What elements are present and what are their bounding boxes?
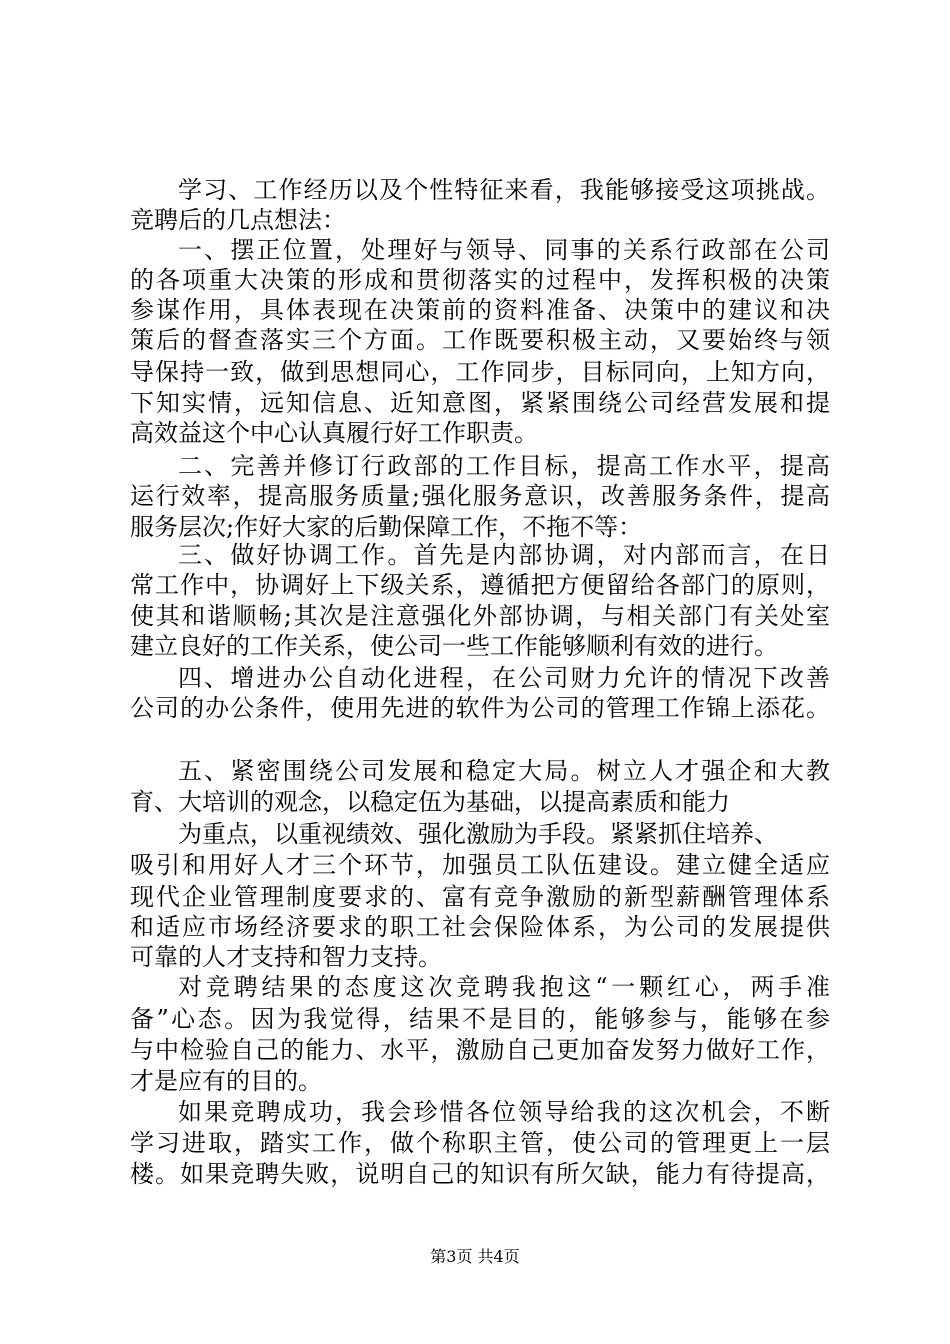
text-line: 五、紧密围绕公司发展和稳定大局。树立人才强企和大教 bbox=[178, 757, 830, 785]
text-line: 学习、工作经历以及个性特征来看，我能够接受这项挑战。 bbox=[178, 176, 830, 204]
text-line: 可靠的人才支持和智力支持。 bbox=[130, 943, 442, 971]
text-line: 公司的办公条件，使用先进的软件为公司的管理工作锦上添花。 bbox=[130, 694, 830, 722]
text-line: 高效益这个中心认真履行好工作职责。 bbox=[130, 419, 538, 447]
text-line: 导保持一致，做到思想同心，工作同步，目标同向，上知方向， bbox=[130, 358, 830, 386]
text-line: 三、做好协调工作。首先是内部协调，对内部而言，在日 bbox=[178, 541, 830, 569]
text-line: 如果竞聘成功，我会珍惜各位领导给我的这次机会，不断 bbox=[178, 1098, 830, 1126]
text-line: 才是应有的目的。 bbox=[130, 1067, 322, 1095]
text-line: 育、大培训的观念，以稳定伍为基础，以提高素质和能力 bbox=[130, 788, 730, 816]
text-line: 常工作中，协调好上下级关系，遵循把方便留给各部门的原则， bbox=[130, 571, 830, 599]
text-line: 与中检验自己的能力、水平，激励自己更加奋发努力做好工作， bbox=[130, 1036, 830, 1064]
text-line: 二、完善并修订行政部的工作目标，提高工作水平，提高 bbox=[178, 452, 830, 480]
text-line: 学习进取，踏实工作，做个称职主管，使公司的管理更上一层 bbox=[130, 1129, 830, 1157]
text-line: 使其和谐顺畅;其次是注意强化外部协调，与相关部门有关处室 bbox=[130, 602, 830, 630]
text-line: 为重点，以重视绩效、强化激励为手段。紧紧抓住培养、 bbox=[178, 820, 778, 848]
text-line: 建立良好的工作关系，使公司一些工作能够顺利有效的进行。 bbox=[130, 632, 778, 660]
text-line: 对竞聘结果的态度这次竞聘我抱这“一颗红心，两手准 bbox=[178, 973, 830, 1001]
text-line: 和适应市场经济要求的职工社会保险体系，为公司的发展提供 bbox=[130, 913, 830, 941]
text-line: 运行效率，提高服务质量;强化服务意识，改善服务条件，提高 bbox=[130, 482, 830, 510]
text-line: 一、摆正位置，处理好与领导、同事的关系行政部在公司 bbox=[178, 236, 830, 264]
text-line: 四、增进办公自动化进程，在公司财力允许的情况下改善 bbox=[178, 664, 830, 692]
text-line: 现代企业管理制度要求的、富有竞争激励的新型薪酬管理体系 bbox=[130, 883, 830, 911]
text-line: 楼。如果竞聘失败，说明自己的知识有所欠缺，能力有待提高， bbox=[130, 1160, 830, 1188]
text-line: 吸引和用好人才三个环节，加强员工队伍建设。建立健全适应 bbox=[130, 851, 830, 879]
text-line: 竞聘后的几点想法： bbox=[130, 206, 346, 234]
text-line: 策后的督查落实三个方面。工作既要积极主动，又要始终与领 bbox=[130, 326, 830, 354]
text-line: 的各项重大决策的形成和贯彻落实的过程中，发挥积极的决策 bbox=[130, 266, 830, 294]
text-line: 服务层次;作好大家的后勤保障工作，不拖不等： bbox=[130, 513, 643, 541]
text-line: 参谋作用，具体表现在决策前的资料准备、决策中的建议和决 bbox=[130, 296, 830, 324]
text-line: 备”心态。因为我觉得，结果不是目的，能够参与，能够在参 bbox=[130, 1005, 830, 1033]
page-number-footer: 第3页 共4页 bbox=[430, 1247, 520, 1266]
text-line: 下知实情，远知信息、近知意图，紧紧围绕公司经营发展和提 bbox=[130, 389, 830, 417]
